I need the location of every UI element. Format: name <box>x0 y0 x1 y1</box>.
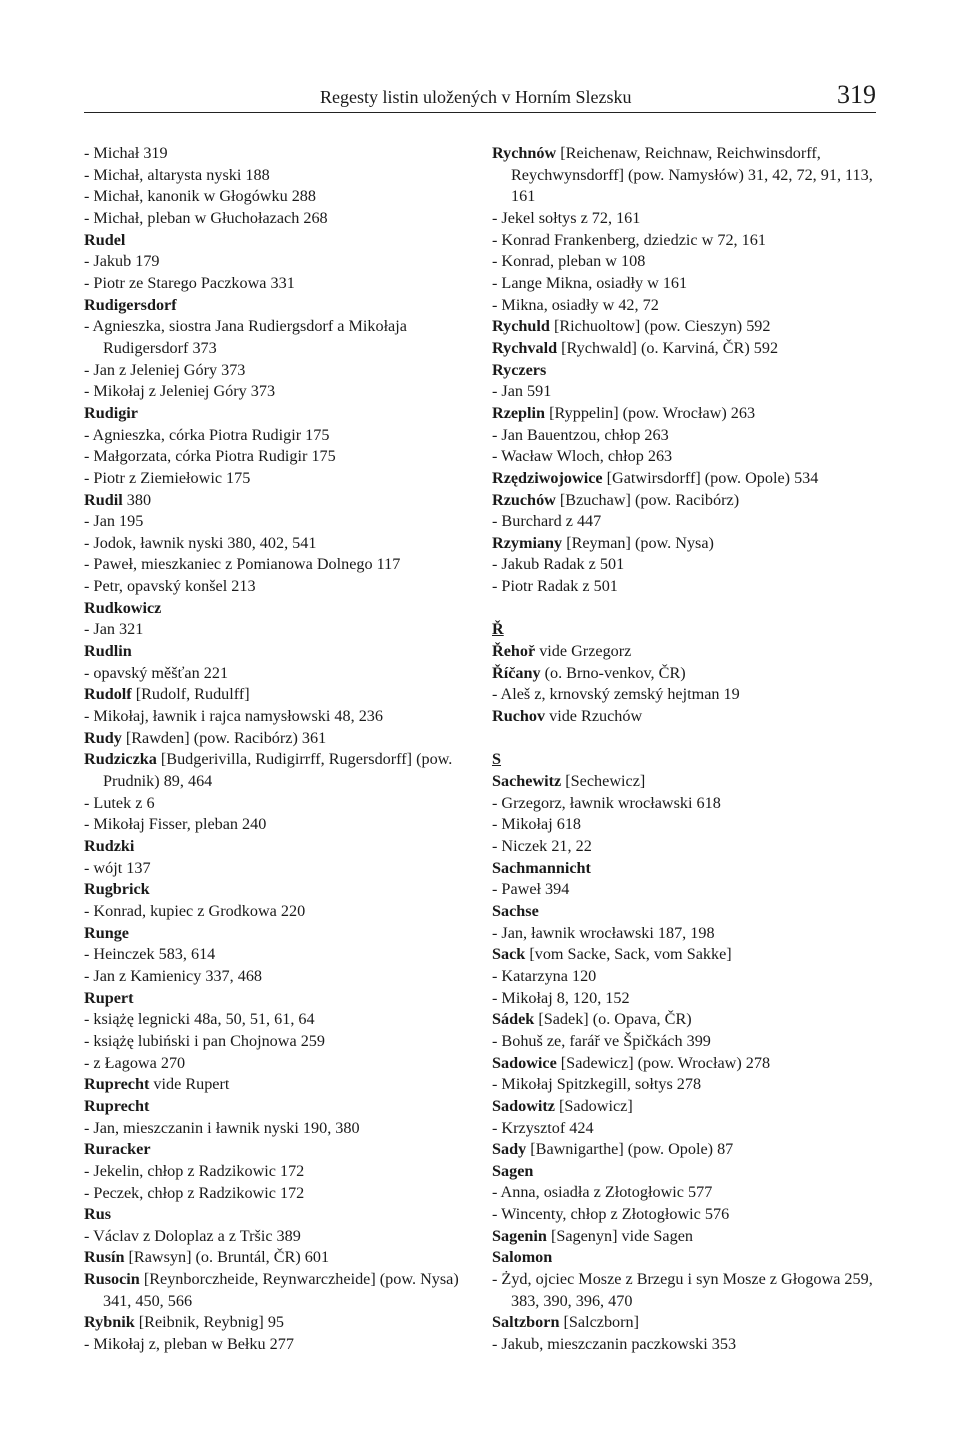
index-entry <box>492 468 876 490</box>
entry-heading: Říčany <box>492 663 541 682</box>
index-entry <box>492 316 876 338</box>
letter-section-heading <box>492 619 876 641</box>
index-column-left <box>84 143 476 1356</box>
entry-heading: Saltzborn <box>492 1313 560 1332</box>
index-subentry: - Niczek 21, 22 <box>492 836 592 855</box>
entry-details: [Sadek] (o. Opava, ČR) <box>534 1010 692 1029</box>
entry-heading: Rzeplin <box>492 403 546 422</box>
index-entry <box>84 598 476 620</box>
index-subentry: - Jan, ławnik wrocławski 187, 198 <box>492 923 715 942</box>
entry-heading: Rychvald <box>492 338 558 357</box>
index-subentry: - Piotr ze Starego Paczkowa 331 <box>84 273 295 292</box>
index-subentry: - Konrad Frankenberg, dziedzic w 72, 161 <box>492 230 766 249</box>
index-entry <box>492 1247 876 1269</box>
entry-details: (o. Brno-venkov, ČR) <box>540 663 686 682</box>
index-entry <box>84 749 476 792</box>
entry-heading: Ruracker <box>84 1140 151 1159</box>
index-subentry: - Piotr z Ziemiełowic 175 <box>84 468 251 487</box>
entry-heading: Rychnów <box>492 144 557 162</box>
index-subentry: - Jakub, mieszczanin paczkowski 353 <box>492 1335 737 1354</box>
entry-heading: Sagen <box>492 1161 534 1180</box>
index-subentry: - Jan 591 <box>492 382 552 401</box>
entry-heading: Runge <box>84 923 129 942</box>
index-entry <box>84 923 476 945</box>
entry-heading: Rudziczka <box>84 750 157 769</box>
entry-details: [Reichenaw, Reichnaw, Reichwinsdorff, Reychwynsdorff] (pow. Namysłów) 31, 42, 72, 91, 113, 161 <box>511 144 873 206</box>
index-entry <box>492 858 876 880</box>
entry-details: [Richuoltow] (pow. Cieszyn) 592 <box>549 317 771 336</box>
entry-heading: Sachmannicht <box>492 858 591 877</box>
index-subentry: - Jakub Radak z 501 <box>492 555 625 574</box>
entry-heading: Ruchov <box>492 707 546 726</box>
entry-details: [Budgerivilla, Rudigirrff, Rugersdorff] (pow. Prudnik) 89, 464 <box>103 750 453 791</box>
entry-heading: Sady <box>492 1140 527 1159</box>
entry-heading: Ruprecht <box>84 1075 150 1094</box>
entry-details: [Reynborczheide, Reynwarczheide] (pow. Nysa) 341, 450, 566 <box>103 1270 459 1310</box>
index-entry <box>84 641 476 663</box>
entry-heading: Rupert <box>84 988 134 1007</box>
index-subentry: - Piotr Radak z 501 <box>492 577 618 596</box>
index-subentry: - Burchard z 447 <box>492 512 602 531</box>
index-subentry: - Michał 319 <box>84 144 168 162</box>
index-entry <box>84 1139 476 1161</box>
entry-details: [Rychwald] (o. Karviná, ČR) 592 <box>557 338 779 357</box>
index-entry <box>492 1139 876 1161</box>
entry-heading: Rybnik <box>84 1313 135 1332</box>
index-subentry: - Jekelin, chłop z Radzikowic 172 <box>84 1161 305 1180</box>
index-subentry: - Jan z Jeleniej Góry 373 <box>84 360 246 379</box>
index-entry <box>492 360 876 382</box>
entry-details: [Sechewicz] <box>561 772 646 790</box>
index-subentry: - Jekel sołtys z 72, 161 <box>492 208 641 227</box>
entry-heading: Rudolf <box>84 685 132 704</box>
entry-heading: Rudel <box>84 230 126 249</box>
index-subentry: - Krzysztof 424 <box>492 1118 594 1137</box>
index-subentry: - Wacław Wloch, chłop 263 <box>492 447 673 466</box>
entry-details: vide Rupert <box>149 1075 230 1094</box>
index-subentry: - Petr, opavský konšel 213 <box>84 577 256 596</box>
index-subentry: - opavský měšťan 221 <box>84 663 229 682</box>
index-subentry: - Mikołaj 8, 120, 152 <box>492 988 630 1007</box>
index-subentry: - Jan 195 <box>84 512 144 531</box>
entry-details: [Bzuchaw] (pow. Racibórz) <box>555 490 740 509</box>
index-subentry: - Michał, altarysta nyski 188 <box>84 165 270 184</box>
entry-heading: Ryczers <box>492 360 547 379</box>
letter-section-heading <box>492 749 876 771</box>
entry-details: [Sagenyn] vide Sagen <box>546 1226 693 1245</box>
index-entry <box>492 944 876 966</box>
entry-heading: Rzymiany <box>492 533 563 552</box>
index-entry <box>492 403 876 425</box>
index-entry <box>84 1074 476 1096</box>
entry-details: [Ryppelin] (pow. Wrocław) 263 <box>545 403 756 422</box>
index-subentry: - Mikołaj z, pleban w Bełku 277 <box>84 1335 294 1354</box>
entry-details: [Salczborn] <box>559 1313 640 1332</box>
entry-details: vide Grzegorz <box>535 642 632 661</box>
index-entry <box>84 1204 476 1226</box>
index-subentry: - Wincenty, chłop z Złotogłowic 576 <box>492 1205 730 1224</box>
entry-heading: Řehoř <box>492 642 536 661</box>
index-entry <box>492 1161 876 1183</box>
entry-heading: Rugbrick <box>84 880 150 899</box>
entry-heading: Rudigir <box>84 403 138 422</box>
index-subentry: - Lange Mikna, osiadły w 161 <box>492 273 688 292</box>
index-subentry: - Agnieszka, siostra Jana Rudiergsdorf a Mikołaja Rudigersdorf 373 <box>84 317 407 357</box>
index-entry <box>84 403 476 425</box>
index-entry <box>492 771 876 793</box>
index-entry <box>492 901 876 923</box>
running-title: Regesty listin uložených v Horním Slezsku <box>320 87 632 107</box>
index-entry <box>84 836 476 858</box>
entry-details: 380 <box>122 490 152 509</box>
entry-heading: Sadowitz <box>492 1096 555 1115</box>
entry-heading: Sachewitz <box>492 772 562 790</box>
index-entry <box>84 1247 476 1269</box>
index-entry <box>492 533 876 555</box>
entry-heading: Sadowice <box>492 1053 557 1072</box>
index-subentry: - Mikołaj Fisser, pleban 240 <box>84 815 267 834</box>
index-subentry: - Michał, pleban w Głuchołazach 268 <box>84 208 328 227</box>
index-entry <box>84 1096 476 1118</box>
entry-heading: Rus <box>84 1205 111 1224</box>
section-letter: S <box>492 750 502 769</box>
entry-heading: Sádek <box>492 1010 535 1029</box>
index-subentry: - Bohuš ze, farář ve Špičkách 399 <box>492 1031 711 1050</box>
entry-heading: Ruprecht <box>84 1096 150 1115</box>
index-entry <box>84 728 476 750</box>
entry-details: [Gatwirsdorff] (pow. Opole) 534 <box>602 468 819 487</box>
index-entry <box>492 338 876 360</box>
entry-details: [Sadowicz] <box>554 1096 633 1115</box>
section-spacer <box>492 728 876 750</box>
entry-details: [Rawsyn] (o. Bruntál, ČR) 601 <box>124 1248 330 1267</box>
index-subentry: - Konrad, pleban w 108 <box>492 252 646 271</box>
entry-heading: Rudlin <box>84 642 132 661</box>
entry-details: [Rawden] (pow. Racibórz) 361 <box>121 728 327 747</box>
index-subentry: - Paweł, mieszkaniec z Pomianowa Dolnego 117 <box>84 555 401 574</box>
index-subentry: - Jan Bauentzou, chłop 263 <box>492 425 669 444</box>
index-subentry: - Heinczek 583, 614 <box>84 945 216 964</box>
entry-heading: Rusocin <box>84 1270 140 1289</box>
entry-details: [vom Sacke, Sack, vom Sakke] <box>525 945 732 964</box>
index-entry <box>84 1269 476 1312</box>
index-subentry: - Mikołaj Spitzkegill, sołtys 278 <box>492 1075 702 1094</box>
index-entry <box>84 879 476 901</box>
index-subentry: - Mikna, osiadły w 42, 72 <box>492 295 659 314</box>
index-subentry: - książę lubiński i pan Chojnowa 259 <box>84 1031 325 1050</box>
index-entry <box>492 1096 876 1118</box>
entry-details: [Reyman] (pow. Nysa) <box>562 533 714 552</box>
index-subentry: - Paweł 394 <box>492 880 570 899</box>
index-subentry: - Mikołaj z Jeleniej Góry 373 <box>84 382 276 401</box>
entry-details: [Rudolf, Rudulff] <box>131 685 250 704</box>
index-subentry: - Anna, osiadła z Złotogłowic 577 <box>492 1183 713 1202</box>
section-letter: Ř <box>492 620 504 639</box>
entry-heading: Rzuchów <box>492 490 556 509</box>
entry-heading: Rusín <box>84 1248 125 1267</box>
index-subentry: - Jodok, ławnik nyski 380, 402, 541 <box>84 533 317 552</box>
index-subentry: - Małgorzata, córka Piotra Rudigir 175 <box>84 447 336 466</box>
entry-heading: Rudil <box>84 490 123 509</box>
index-subentry: - książę legnicki 48a, 50, 51, 61, 64 <box>84 1010 315 1029</box>
entry-heading: Sagenin <box>492 1226 547 1245</box>
entry-details: vide Rzuchów <box>545 707 643 726</box>
entry-heading: Rudigersdorf <box>84 295 177 314</box>
index-entry <box>84 490 476 512</box>
index-column-right <box>492 143 876 1356</box>
index-subentry: - Grzegorz, ławnik wrocławski 618 <box>492 793 721 812</box>
entry-heading: Sachse <box>492 901 539 920</box>
index-subentry: - Peczek, chłop z Radzikowic 172 <box>84 1183 305 1202</box>
index-subentry: - z Łagowa 270 <box>84 1053 186 1072</box>
index-entry <box>492 1053 876 1075</box>
entry-heading: Rudzki <box>84 837 135 855</box>
index-subentry: - Michał, kanonik w Głogówku 288 <box>84 187 316 206</box>
index-subentry: - Jakub 179 <box>84 252 160 271</box>
entry-heading: Rudy <box>84 728 122 747</box>
index-entry <box>492 641 876 663</box>
entry-details: [Bawnigarthe] (pow. Opole) 87 <box>526 1140 734 1159</box>
entry-heading: Rudkowicz <box>84 598 162 617</box>
index-entry <box>492 663 876 685</box>
index-entry <box>492 490 876 512</box>
index-entry <box>492 143 876 208</box>
index-subentry: - Mikołaj 618 <box>492 815 582 834</box>
header-rule <box>84 112 876 113</box>
index-entry <box>492 1009 876 1031</box>
index-subentry: - Agnieszka, córka Piotra Rudigir 175 <box>84 425 330 444</box>
index-subentry: - Katarzyna 120 <box>492 966 597 985</box>
entry-heading: Rychuld <box>492 317 550 336</box>
index-entry <box>492 1226 876 1248</box>
index-subentry: - Jan z Kamienicy 337, 468 <box>84 966 263 985</box>
index-entry <box>84 230 476 252</box>
index-subentry: - Konrad, kupiec z Grodkowa 220 <box>84 901 306 920</box>
index-entry <box>84 988 476 1010</box>
index-subentry: - wójt 137 <box>84 858 151 877</box>
index-entry <box>492 1312 876 1334</box>
index-subentry: - Václav z Doloplaz a z Tršic 389 <box>84 1226 301 1245</box>
entry-details: [Sadewicz] (pow. Wrocław) 278 <box>556 1053 771 1072</box>
section-spacer <box>492 598 876 620</box>
index-subentry: - Aleš z, krnovský zemský hejtman 19 <box>492 685 740 704</box>
entry-heading: Sack <box>492 945 526 964</box>
index-entry <box>492 706 876 728</box>
index-subentry: - Mikołaj, ławnik i rajca namysłowski 48, 236 <box>84 707 383 726</box>
index-entry <box>84 684 476 706</box>
page-number: 319 <box>837 80 876 109</box>
index-subentry: - Żyd, ojciec Mosze z Brzegu i syn Mosze z Głogowa 259, 383, 390, 396, 470 <box>492 1270 873 1310</box>
index-subentry: - Lutek z 6 <box>84 793 155 812</box>
index-entry <box>84 295 476 317</box>
index-subentry: - Jan, mieszczanin i ławnik nyski 190, 380 <box>84 1118 360 1137</box>
entry-details: [Reibnik, Reybnig] 95 <box>134 1313 285 1332</box>
index-entry <box>84 1312 476 1334</box>
entry-heading: Salomon <box>492 1248 553 1267</box>
index-subentry: - Jan 321 <box>84 620 144 639</box>
entry-heading: Rzędziwojowice <box>492 468 603 487</box>
